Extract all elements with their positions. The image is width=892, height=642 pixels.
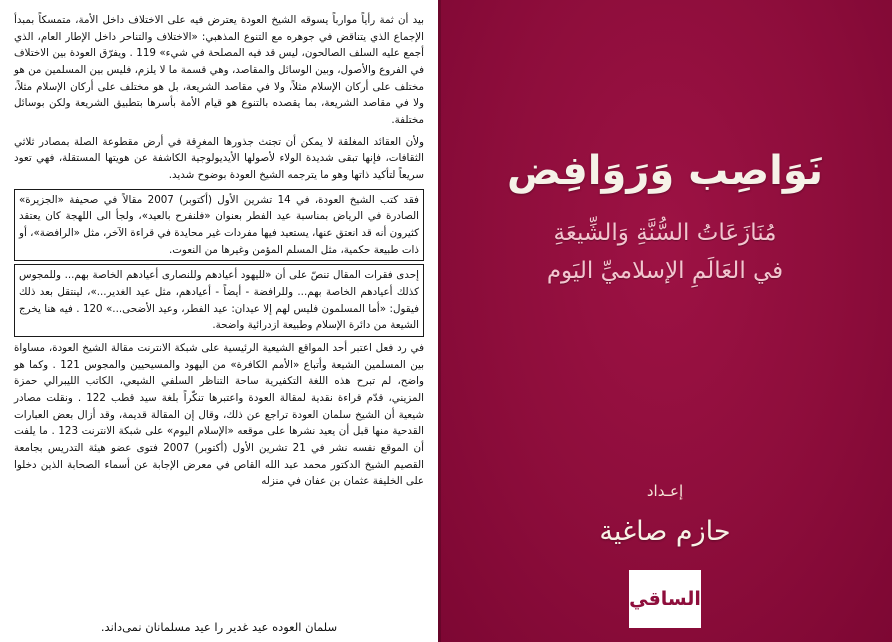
author-name: حازم صاغية: [599, 516, 731, 547]
book-subtitle-line-1: مُنَازَعَاتُ السُّنَّةِ وَالشِّيعَةِ: [553, 220, 777, 246]
publisher-logo: [629, 570, 701, 628]
back-cover-paragraph: ولأن العقائد المغلقة لا يمكن أن تجتث جذورها المغرِقة في أرض مقطوعة الصلة بمصادر ثلاثي الثقافات، فإنها تبقى شديدة الولاء لأصولها الأيديولوجية الكاشفة عن هويتها المستقلة، فهي تعود سريعاً لتأكيد ذاتها وهو ما يترجمه الشيخ العودة بوضوح شديد.: [14, 135, 424, 182]
back-cover-footer-note: سلمان العوده عید غدیر را عید مسلمانان نمی‌داند.: [100, 620, 338, 634]
publisher-logo-text: الساقي: [629, 587, 701, 610]
back-cover-boxed-quote: [14, 264, 424, 337]
back-cover-paragraph: إحدى فقرات المقال تنصّ على أن «لليهود أعيادهم وللنصارى أعيادهم الخاصة بهم... وللمجوس كذلك أعيادهم الخاصة بهم... وللرافضة - أيضاً - أعيادهم، مثل عيد الغدير...»، لينتقل بعد ذلك فيقول: «أما المسلمون فليس لهم إلا عيدان: عيد الفطر، وعيد الأضحى...» 120 . فيه هنا يخرج الشيعة من دائرة الإسلام وطبيعة ازدرائية واضحة.: [19, 269, 420, 332]
book-subtitle-line-2: في العَالَمِ الإسلاميِّ اليَوم: [546, 258, 784, 284]
back-cover-paragraph: فقد كتب الشيخ العودة، في 14 تشرين الأول (أكتوبر) 2007 مقالاً في صحيفة «الجزيرة» الصادرة في الرياض بمناسبة عيد الفطر بعنوان «فلنفرح بالعيد»، ولجأ الى اللهجة كان يعتقد كثيرون أنه قد انعتق عنها، يستعيد فيها مفردات غير محايدة في قراءة الآخر، مثل «الرافضة»، أو ذات طبيعة حكمية، مثل المسلم المؤمن وغيرها من النعوت.: [19, 193, 419, 256]
back-cover-paragraph: بيد أن ثمة رأياً موارباً يسوقه الشيخ العودة يعترض فيه على الاختلاف داخل الأمة، متمسكاً بمبدأ الإجماع الذي يتناقض في جوهره مع التنوع المذهبي: «الاختلاف والتناحر داخل الإطار العام، الذي أجمع عليه السلف الصالحون، ليس قد فيه المصلحة في شيء» 119 . ويفرّق العودة بين الاختلاف في الفروع والأصول، وبين الوسائل والمقاصد، وهي قسمة ما لا يلزم، فليس بين المسلمين من هو مختلف على أركان الإسلام مثلاً، ولا في مقاصد الشريعة، بل هو مختلف على أركان الإسلام مثلاً، ولا في مقاصد الشريعة، بما يقصده بالتنوع هو قيام الأمة بأسرها بتطبيق الشريعة ولكن بوسائل مختلفة.: [14, 14, 424, 127]
back-cover-boxed-quote: [14, 189, 424, 262]
front-cover: [438, 0, 892, 642]
back-cover-text-panel: [0, 0, 438, 642]
back-cover-paragraph: في رد فعل اعتبر أحد المواقع الشيعية الرئيسية على شبكة الانترنت مقالة الشيخ العودة، مساواة بين المسلمين الشيعة وأتباع «الأمم الكافرة» من اليهود والمسيحيين والمجوس 121 . وكما هو واضح، لم تبرح هذه اللغة التكفيرية ساحة التناظر السلفي الشيعي، الكاتب الليبرالي حمزة المزيني، قدّم قراءة نقدية لمقالة العودة واعتبرها تنكّراً بلغة سيد قطب 122 . ونقلت مصادر شيعية أن الشيخ سلمان العودة تراجع عن ذلك، وقال إن المقالة قديمة، وقد أزال بعض العبارات القدحية منها قبل أن يعيد نشرها على موقعه «الإسلام اليوم» على شبكة الانترنت 123 . ما يلفت أن الموقع نفسه نشر في 21 تشرين الأول (أكتوبر) 2007 فتوى عضو هيئة التدريس بجامعة القصيم الشيخ الدكتور محمد عبد الله القاص في معرض الإجابة عن أسماء الصحابة الذين دخلوا على الخليفة عثمان بن عفان في منزله: [14, 342, 425, 488]
book-title: نَوَاصِب وَرَوَافِض: [507, 148, 823, 194]
prepared-by-label: إعـداد: [646, 482, 684, 500]
